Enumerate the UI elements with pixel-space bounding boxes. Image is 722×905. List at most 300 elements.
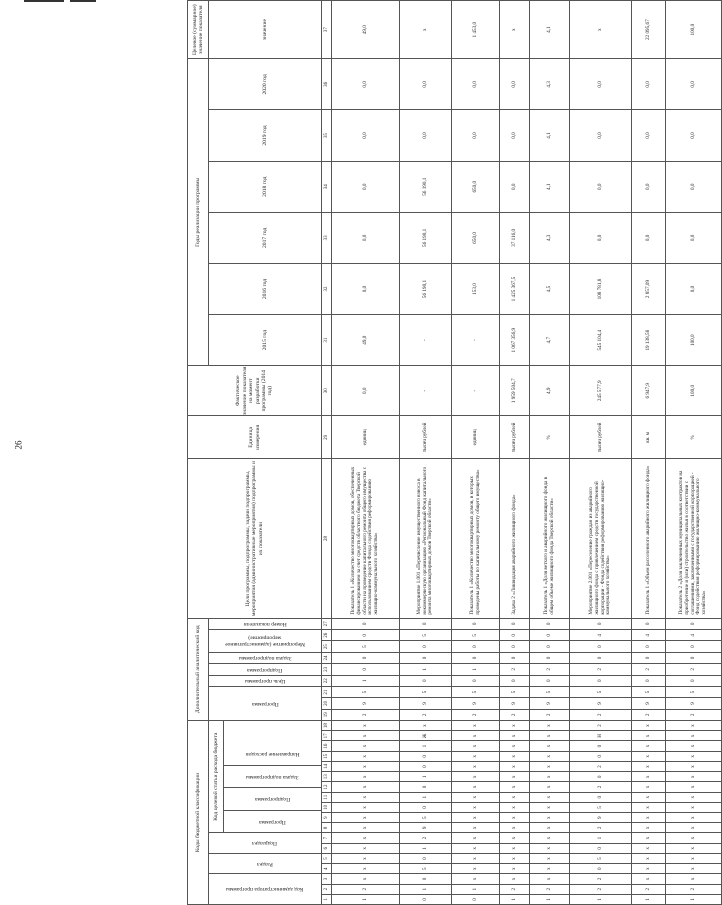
analytic-code-cell: 2 [332,709,400,720]
budget-code-cell: x [666,813,722,823]
year-2019-header: 2019 год [209,110,322,161]
analytic-goal-header: Цель программы [244,677,286,684]
unit-cell: кв. м [632,416,666,459]
column-number: 3 [322,874,332,884]
year-value-cell: 0,0 [400,59,452,110]
analytic-code-cell: 0 [332,652,400,663]
budget-code-cell: 0 [570,772,632,782]
budget-code-cell: x [632,813,666,823]
year-value-cell: 108 781,8 [570,263,632,314]
subsection-header: Подраздел [252,840,278,847]
target-value-cell: 100,0 [666,1,722,59]
year-value-cell: 0,0 [570,110,632,161]
analytic-code-cell: 0 [666,652,722,663]
analytic-code-cell: 5 [452,630,500,641]
budget-code-cell: x [632,782,666,792]
budget-code-cell: 2 [570,720,632,730]
item-name-cell: Мероприятие 1.001 «Перечисление имущественного взноса в некоммерческую организацию «Региональный Фонд капитального ремонта многоквартирных домов Тверской области» [400,459,452,618]
year-value-cell: 100,0 [666,315,722,366]
target-item-header: Код целевой статьи расхода бюджета [209,721,224,833]
budget-code-cell: x [400,720,452,730]
item-name-cell: Показатель 1 «Объем расселенного аварийного жилищного фонда» [632,459,666,618]
budget-code-cell: 1 [400,792,452,802]
budget-code-cell: 1 [400,843,452,853]
budget-code-cell: 2 [666,884,722,894]
table-row [452,1,500,905]
budget-code-cell: 2 [332,884,400,894]
table-row [570,1,632,905]
year-value-cell: 0,0 [632,110,666,161]
budget-code-cell: x [452,720,500,730]
baseline-column-header-text: Фактическое значение показателя на момент разработки программы (2014 год) [235,366,274,415]
column-number: 22 [322,675,332,686]
year-value-cell: 56 190,1 [400,263,452,314]
analytic-code-cell: 2 [500,709,530,720]
analytic-code-cell: 5 [400,630,452,641]
budget-code-cell: 1 [500,894,530,904]
analytic-code-cell: 0 [570,641,632,652]
budget-code-cell: x [666,720,722,730]
analytic-code-cell: 0 [632,618,666,629]
analytic-code-cell: 0 [530,641,570,652]
analytic-code-cell: 9 [452,698,500,709]
baseline-cell: - [400,366,452,416]
analytic-code-cell: 0 [530,630,570,641]
analytic-code-cell: 0 [632,675,666,686]
column-number: 26 [322,630,332,641]
year-value-cell: 0,0 [666,161,722,212]
analytic-code-cell: 2 [666,709,722,720]
budget-code-cell: 5 [400,813,452,823]
year-value-cell: 0,0 [570,212,632,263]
budget-code-cell: x [332,761,400,771]
item-name-cell: Задача 2 «Ликвидация аварийного жилищного фонда» [500,459,530,618]
budget-code-cell: x [530,782,570,792]
column-number: 15 [322,751,332,761]
budget-code-cell: 9 [570,813,632,823]
column-number: 2 [322,884,332,894]
column-number: 27 [322,618,332,629]
year-value-cell: 4,1 [530,161,570,212]
budget-code-cell: x [530,720,570,730]
target-value-cell: x [570,1,632,59]
column-number: 32 [322,263,332,314]
unit-cell: % [666,416,722,459]
analytic-code-cell: 2 [632,664,666,675]
table-body [322,1,722,905]
budget-code-cell: 2 [570,874,632,884]
budget-code-cell: x [332,720,400,730]
budget-code-cell: x [452,751,500,761]
budget-code-cell: x [666,864,722,874]
column-number: 16 [322,741,332,751]
year-2020-header: 2020 год [209,59,322,110]
unit-cell: % [530,416,570,459]
expense-direction-header: Направление расходов [245,751,300,758]
budget-code-cell: x [632,864,666,874]
budget-code-cell: 2 [632,884,666,894]
budget-code-cell: x [500,833,530,843]
budget-code-cell: x [500,792,530,802]
section-header: Раздел [257,860,273,867]
analytic-code-cell: 2 [500,664,530,675]
budget-code-cell: 0 [570,751,632,761]
column-number: 34 [322,161,332,212]
unit-cell: единиц [452,416,500,459]
target-value-cell: 49,0 [332,1,400,59]
analytic-code-cell: 9 [500,698,530,709]
analytic-code-cell: 2 [570,709,632,720]
budget-code-cell: x [500,802,530,812]
analytic-code-cell: 0 [332,618,400,629]
unit-cell: тысяч рублей [500,416,530,459]
analytic-code-cell: 0 [570,652,632,663]
year-2018-header: 2018 год [209,161,322,212]
year-value-cell: 0,0 [570,161,632,212]
budget-code-cell: 2 [570,761,632,771]
budget-code-cell: x [530,843,570,853]
baseline-cell: - [452,366,500,416]
year-value-cell: 4,1 [530,110,570,161]
budget-code-cell: 0 [570,864,632,874]
budget-code-cell: 0 [452,894,500,904]
analytic-code-cell: 2 [570,664,632,675]
analytic-code-cell: 0 [632,641,666,652]
budget-code-cell: H [570,731,632,741]
budget-code-cell: x [452,761,500,771]
baseline-cell: 245 577,9 [570,366,632,416]
analytic-code-cell: 0 [400,652,452,663]
budget-code-cell: 1 [666,894,722,904]
budget-code-cell: 0 [570,741,632,751]
column-number: 19 [322,709,332,720]
budget-code-cell: x [666,782,722,792]
budget-code-cell: x [530,792,570,802]
year-2015-header: 2015 год [209,315,322,366]
item-name-cell: Показатель 2 «Доля заключенных муниципальных контрактов на приобретение и (или) строительство жилья в соответствии с соглашениями, заключенными с государственной корпорацией - Фонд содействия реформированию жилищно-коммунального хозяйства» [666,459,722,618]
analytic-code-cell: 0 [500,641,530,652]
budget-code-cell: x [632,792,666,802]
table-row [632,1,666,905]
table-row [530,1,570,905]
column-number: 24 [322,652,332,663]
budget-class-header: Коды бюджетной классификации [188,720,209,904]
column-number: 6 [322,843,332,853]
budget-code-cell: x [500,761,530,771]
target-value-cell: 1 453,0 [452,1,500,59]
budget-code-cell: x [452,874,500,884]
budget-code-cell: x [530,874,570,884]
year-value-cell: 545 104,4 [570,315,632,366]
analytic-code-cell: 0 [452,641,500,652]
budget-code-cell: 0 [400,782,452,792]
table-row [400,1,452,905]
analytic-activity-header: Мероприятие (административное мероприятие) [225,634,305,648]
year-value-cell: 4,3 [530,212,570,263]
budget-code-cell: x [666,741,722,751]
indicator-number-header: Номер показателя [243,621,287,628]
budget-code-cell: x [666,772,722,782]
column-number: 25 [322,641,332,652]
year-value-cell: 0,0 [332,161,400,212]
scan-edge-mark [70,0,96,2]
budget-code-cell: x [452,772,500,782]
year-value-cell: 650,0 [452,161,500,212]
year-value-cell: 56 190,1 [400,161,452,212]
analytic-code-cell: 4 [570,630,632,641]
budget-code-cell: x [666,792,722,802]
subprogram-task-code-header: Задача подпрограммы [246,773,299,780]
column-number: 5 [322,853,332,863]
analytic-code-cell: 0 [500,618,530,629]
year-value-cell: 0,0 [666,263,722,314]
analytic-code-cell: 0 [570,675,632,686]
budget-code-cell: 9 [400,823,452,833]
budget-code-cell: 2 [570,884,632,894]
baseline-cell: 6 947,9 [632,366,666,416]
budget-code-cell: 0 [570,843,632,853]
budget-code-cell: 1 [400,741,452,751]
unit-cell: единиц [332,416,400,459]
year-value-cell: 2 857,09 [632,263,666,314]
year-value-cell: 0,0 [666,212,722,263]
year-value-cell: - [400,315,452,366]
analytic-code-cell: 4 [632,630,666,641]
budget-code-cell: x [530,813,570,823]
year-value-cell: 0,0 [332,212,400,263]
year-value-cell: 0,0 [500,59,530,110]
column-number: 36 [322,59,332,110]
analytic-code-cell: 5 [530,686,570,697]
analytic-code-cell: 9 [632,698,666,709]
budget-code-cell: x [666,802,722,812]
budget-code-cell: x [632,802,666,812]
rotated-sheet [187,0,708,905]
analytic-code-cell: 5 [500,686,530,697]
budget-code-cell: x [332,772,400,782]
budget-code-cell: 1 [530,894,570,904]
year-value-cell: 0,0 [332,263,400,314]
budget-code-cell: x [332,833,400,843]
budget-code-cell: x [530,761,570,771]
analytic-code-cell: 0 [666,618,722,629]
budget-code-cell: x [530,853,570,863]
baseline-column-header [188,366,322,416]
budget-code-cell: 2 [530,884,570,894]
budget-code-cell: x [332,792,400,802]
analytic-code-cell: 0 [530,675,570,686]
budget-code-cell: x [530,823,570,833]
budget-code-cell: x [500,731,530,741]
budget-code-cell: x [452,823,500,833]
budget-code-cell: x [332,864,400,874]
budget-code-cell: x [632,761,666,771]
budget-code-cell: 2 [500,884,530,894]
budget-code-cell: 2 [570,823,632,833]
analytic-code-cell: 0 [400,641,452,652]
year-value-cell: 0,0 [452,59,500,110]
budget-code-cell: 0 [400,761,452,771]
analytic-code-cell: 0 [500,630,530,641]
analytic-code-cell: 1 [332,675,400,686]
table-row [332,1,400,905]
year-value-cell: 49,0 [332,315,400,366]
analytic-code-cell: 0 [530,618,570,629]
analytic-program-header: Программа [251,700,279,707]
budget-code-cell: 0 [400,802,452,812]
budget-code-cell: x [452,782,500,792]
budget-code-cell: x [632,833,666,843]
budget-code-cell: x [666,833,722,843]
budget-code-cell: x [632,772,666,782]
year-value-cell: 4,7 [530,315,570,366]
program-table [187,0,722,905]
budget-code-cell: x [632,751,666,761]
unit-cell: тысяч рублей [400,416,452,459]
item-name-cell: Показатель 1 «Количество многоквартирных домов, в которых проведены работы по капитальному ремонту общего имущества» [452,459,500,618]
year-value-cell: 0,0 [666,110,722,161]
budget-code-cell: x [452,864,500,874]
analytic-code-cell: 2 [400,709,452,720]
column-number: 18 [322,720,332,730]
analytic-code-cell: 0 [452,675,500,686]
budget-code-cell: 1 [400,772,452,782]
budget-code-cell: x [632,741,666,751]
budget-code-cell: x [500,782,530,792]
budget-code-cell: x [666,843,722,853]
budget-code-cell: x [632,853,666,863]
year-value-cell: 19 138,58 [632,315,666,366]
target-item-subheader [209,721,321,833]
column-number: 13 [322,772,332,782]
budget-code-cell: 1 [570,894,632,904]
analytic-code-cell: 0 [332,630,400,641]
column-number: 35 [322,110,332,161]
analytic-code-cell: 2 [530,709,570,720]
budget-code-cell: x [500,843,530,853]
budget-code-cell: x [452,731,500,741]
analytic-code-cell: 0 [400,675,452,686]
item-name-cell: Показатель 1 «Доля ветхого и аварийного жилищного фонда в общем объеме жилищного фонда Тверской области» [530,459,570,618]
analytic-code-cell: 0 [500,652,530,663]
analytic-code-cell: 9 [530,698,570,709]
year-2017-header: 2017 год [209,212,322,263]
year-value-cell: 0,0 [632,212,666,263]
column-number: 11 [322,792,332,802]
budget-code-cell: x [332,843,400,853]
budget-code-cell: x [452,741,500,751]
scan-edge-mark [24,0,64,2]
year-value-cell: 0,0 [500,110,530,161]
year-value-cell: 0,0 [332,59,400,110]
budget-code-cell: x [452,853,500,863]
budget-code-cell: x [332,741,400,751]
budget-code-cell: 2 [400,833,452,843]
year-value-cell: 1 425 367,5 [500,263,530,314]
year-value-cell: 56 190,1 [400,212,452,263]
budget-code-cell: x [666,874,722,884]
budget-code-cell: 0 [400,751,452,761]
budget-code-cell: x [332,782,400,792]
unit-column-header [188,416,322,459]
column-number: 21 [322,686,332,697]
name-column-header [188,459,322,618]
analytic-code-cell: 2 [632,709,666,720]
budget-code-cell: x [666,823,722,833]
year-value-cell: 4,5 [530,263,570,314]
column-number: 33 [322,212,332,263]
analytic-code-cell: 0 [570,618,632,629]
budget-code-cell: x [500,864,530,874]
baseline-cell: 100,0 [666,366,722,416]
budget-code-cell: x [500,874,530,884]
years-group-header: Годы реализации программы [188,59,209,366]
analytic-code-cell: 1 [452,664,500,675]
budget-code-cell: x [452,813,500,823]
analytic-code-cell: 9 [570,698,632,709]
table-row [500,1,530,905]
budget-code-cell: x [530,864,570,874]
budget-code-cell: x [530,833,570,843]
budget-code-cell: 2 [570,782,632,792]
budget-code-cell: 5 [570,802,632,812]
table-row [666,1,722,905]
year-2016-header: 2016 год [209,263,322,314]
budget-code-cell: x [332,874,400,884]
column-number-row [322,1,332,905]
column-number: 14 [322,761,332,771]
column-number: 17 [322,731,332,741]
program-code-header: Программа [259,818,286,825]
budget-code-cell: x [332,823,400,833]
budget-code-cell: x [632,731,666,741]
analytic-code-cell: 5 [400,686,452,697]
column-number: 20 [322,698,332,709]
budget-code-cell: 1 [452,884,500,894]
analytic-code-cell: 0 [452,652,500,663]
analytic-code-cell: 5 [332,641,400,652]
budget-code-cell: x [666,751,722,761]
budget-code-cell: 1 [332,894,400,904]
column-number: 4 [322,864,332,874]
analytic-code-cell: 5 [570,686,632,697]
analytic-code-cell: 0 [400,618,452,629]
budget-code-cell: x [632,720,666,730]
analytic-code-cell: 9 [666,698,722,709]
year-value-cell: 0,0 [400,110,452,161]
budget-code-cell: x [500,741,530,751]
year-value-cell: 0,0 [452,110,500,161]
target-value-cell: 4,1 [530,1,570,59]
budget-code-cell: Ж [400,731,452,741]
column-number: 7 [322,833,332,843]
year-value-cell: 650,0 [452,212,500,263]
target-value-cell: 22 095,67 [632,1,666,59]
analytic-code-cell: 0 [530,652,570,663]
subprogram-code-header: Подпрограмма [254,796,291,803]
analytic-code-cell: 0 [452,618,500,629]
name-column-header-text: Цели программы, подпрограммы, задачи подпрограммы, мероприятия (административные мероприятия) подпрограммы и их показатели [244,461,264,617]
target-value-header: значение [209,1,322,59]
budget-code-cell: x [500,772,530,782]
budget-code-cell: x [666,853,722,863]
year-value-cell: - [452,315,500,366]
column-number: 23 [322,664,332,675]
year-value-cell: 153,0 [452,263,500,314]
budget-code-cell: x [500,751,530,761]
year-value-cell: 1 067 356,9 [500,315,530,366]
analytic-code-cell: 2 [666,664,722,675]
